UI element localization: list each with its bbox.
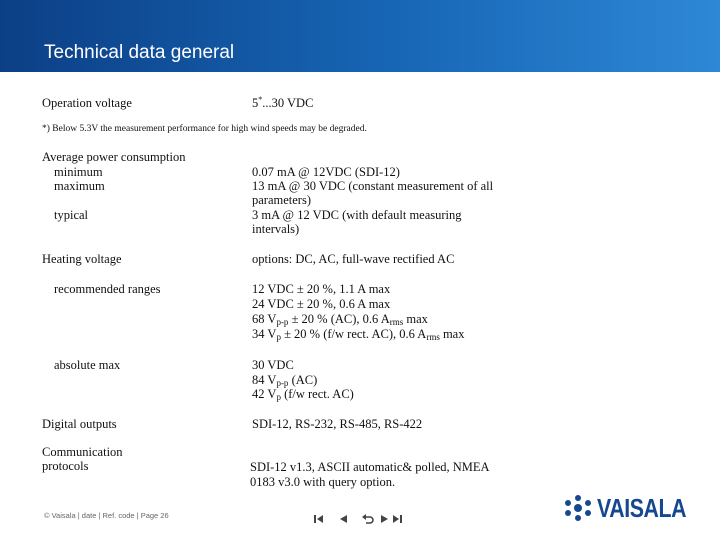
first-page-icon[interactable]	[314, 511, 324, 529]
power-typical-value-line2: intervals)	[252, 222, 300, 236]
power-typical-value-line1: 3 mA @ 12 VDC (with default measuring	[252, 208, 462, 222]
range-3-part-c: max	[403, 312, 428, 326]
footnote-marker: *	[258, 95, 263, 104]
abs-3-subscript: p	[276, 392, 281, 402]
title-bar	[0, 0, 720, 72]
page-title: Technical data general	[44, 42, 235, 63]
absolute-max-label: absolute max	[54, 358, 121, 372]
vaisala-wordmark: VAISALA	[597, 493, 687, 523]
range-4-part-a: 34 V	[252, 327, 277, 341]
previous-page-icon[interactable]	[338, 511, 348, 529]
communication-value-line1: SDI-12 v1.3, ASCII automatic& polled, NMEA	[250, 460, 490, 474]
abs-2-subscript: p-p	[276, 378, 289, 388]
range-3-part-a: 68 V	[252, 312, 277, 326]
vaisala-emblem-icon	[563, 494, 593, 522]
heating-voltage-label: Heating voltage	[42, 252, 122, 266]
operation-voltage-min: 5	[252, 96, 259, 110]
absolute-max-2	[252, 373, 317, 388]
recommended-range-1: 12 VDC ± 20 %, 1.1 A max	[252, 282, 391, 296]
operation-voltage-note: *) Below 5.3V the measurement performance for high wind speeds may be degraded.	[42, 124, 367, 134]
abs-2-part-b: (AC)	[288, 373, 318, 387]
range-3-subscript-rms: rms	[389, 317, 404, 327]
next-page-icon[interactable]	[380, 511, 390, 529]
return-icon[interactable]	[362, 511, 374, 529]
last-page-icon[interactable]	[392, 511, 402, 529]
abs-3-part-a: 42 V	[252, 387, 277, 401]
recommended-range-3	[252, 312, 428, 327]
footer-text: © Vaisala | date | Ref. code | Page 26	[44, 511, 169, 520]
power-maximum-value-line1: 13 mA @ 30 VDC (constant measurement of all	[252, 179, 494, 193]
range-4-part-c: max	[439, 327, 465, 341]
power-maximum-value-line2: parameters)	[252, 193, 311, 207]
absolute-max-3	[252, 387, 354, 402]
range-4-part-b: ± 20 % (f/w rect. AC), 0.6 A	[280, 327, 427, 341]
communication-label-line1: Communication	[42, 445, 123, 459]
range-4-subscript-rms: rms	[426, 332, 440, 342]
operation-voltage-value	[252, 96, 313, 111]
digital-outputs-label: Digital outputs	[42, 417, 117, 431]
range-3-part-b: ± 20 % (AC), 0.6 A	[288, 312, 390, 326]
power-consumption-label: Average power consumption	[42, 150, 186, 164]
power-maximum-label: maximum	[54, 179, 105, 193]
abs-3-part-b: (f/w rect. AC)	[280, 387, 354, 401]
recommended-range-4	[252, 327, 464, 342]
range-4-subscript: p	[276, 332, 281, 342]
communication-label-line2: protocols	[42, 459, 89, 473]
absolute-max-1: 30 VDC	[252, 358, 294, 372]
vaisala-logo	[563, 493, 687, 523]
abs-2-part-a: 84 V	[252, 373, 277, 387]
digital-outputs-value: SDI-12, RS-232, RS-485, RS-422	[252, 417, 423, 431]
recommended-ranges-label: recommended ranges	[54, 282, 161, 296]
recommended-range-2: 24 VDC ± 20 %, 0.6 A max	[252, 297, 391, 311]
heating-voltage-options: options: DC, AC, full-wave rectified AC	[252, 252, 455, 266]
operation-voltage-label: Operation voltage	[42, 96, 132, 110]
power-typical-label: typical	[54, 208, 89, 222]
power-minimum-label: minimum	[54, 165, 103, 179]
communication-value-line2: 0183 v3.0 with query option.	[250, 475, 396, 489]
operation-voltage-max: ...30 VDC	[262, 96, 314, 110]
range-3-subscript: p-p	[276, 317, 289, 327]
power-minimum-value: 0.07 mA @ 12VDC (SDI-12)	[252, 165, 400, 179]
